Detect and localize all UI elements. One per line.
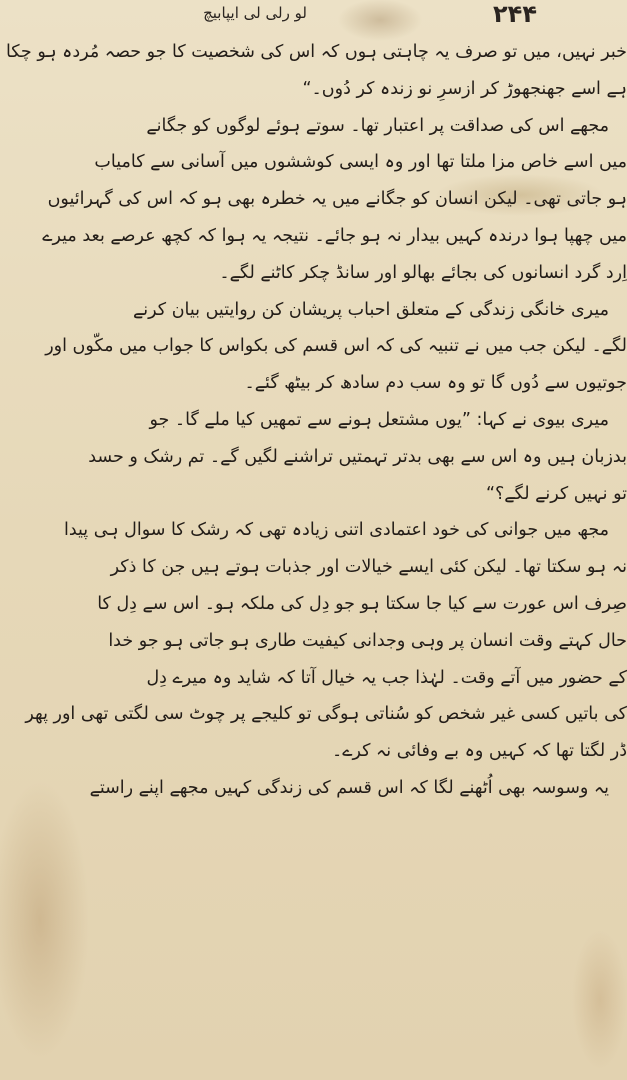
text-line: میری خانگی زندگی کے متعلق احباب پریشان کن روایتیں بیان کرنے xyxy=(133,299,609,320)
page-number: ۲۴۴ xyxy=(493,0,537,28)
body-text xyxy=(0,34,627,807)
text-line: لگے۔ لیکن جب میں نے تنبیہ کی کہ اس قسم کی بکواس کا جواب میں مکّوں اور xyxy=(45,336,627,357)
text-line: ڈر لگتا تھا کہ کہیں وہ بے وفائی نہ کرے۔ xyxy=(331,741,627,762)
page-header xyxy=(0,0,627,34)
text-line: اِرد گرد انسانوں کی بجائے بھالو اور سانڈ چکر کاٹنے لگے۔ xyxy=(219,262,627,283)
text-line: میری بیوی نے کہا: ”یوں مشتعل ہونے سے تمھیں کیا ملے گا۔ جو xyxy=(149,409,609,430)
text-line: کی باتیں کسی غیر شخص کو سُناتی ہوگی تو کلیجے پر چوٹ سی لگتی تھی اور پھر xyxy=(25,704,627,725)
text-line: ہے اسے جھنجھوڑ کر ازسرِ نو زندہ کر دُوں۔“ xyxy=(302,78,627,99)
text-line: حال کہتے وقت انسان پر وہی وجدانی کیفیت طاری ہو جاتی ہو جو خدا xyxy=(108,630,627,651)
text-line: نہ ہو سکتا تھا۔ لیکن کئی ایسے خیالات اور جذبات ہوتے ہیں جن کا ذکر xyxy=(110,557,627,578)
text-line: یہ وسوسہ بھی اُٹھنے لگا کہ اس قسم کی زندگی کہیں مجھے اپنے راستے xyxy=(89,777,609,798)
text-line: ہو جاتی تھی۔ لیکن انسان کو جگانے میں یہ خطرہ بھی ہو کہ اس کی گہرائیوں xyxy=(47,189,627,210)
text-line: میں اسے خاص مزا ملتا تھا اور وہ ایسی کوششوں میں آسانی سے کامیاب xyxy=(94,152,627,173)
text-line: کے حضور میں آتے وقت۔ لہٰذا جب یہ خیال آتا کہ شاید وہ میرے دِل xyxy=(146,667,627,688)
text-line: تو نہیں کرنے لگے؟“ xyxy=(485,483,627,504)
text-line: مجھے اس کی صداقت پر اعتبار تھا۔ سوتے ہوئے لوگوں کو جگانے xyxy=(146,115,609,136)
text-line: بدزبان ہیں وہ اس سے بھی بدتر تہمتیں تراشنے لگیں گے۔ تم رشک و حسد xyxy=(88,446,627,467)
text-line: مجھ میں جوانی کی خود اعتمادی اتنی زیادہ تھی کہ رشک کا سوال ہی پیدا xyxy=(63,520,609,541)
text-line: جوتیوں سے دُوں گا تو وہ سب دم سادھ کر بیٹھ گئے۔ xyxy=(244,373,627,394)
text-line: صِرف اس عورت سے کیا جا سکتا ہو جو دِل کی ملکہ ہو۔ اس سے دِل کا xyxy=(97,593,627,614)
text-line: میں چھپا ہوا درندہ کہیں بیدار نہ ہو جائے۔ نتیجہ یہ ہوا کہ کچھ عرصے بعد میرے xyxy=(42,225,627,246)
running-title: لو رلی لی ایپابیچ xyxy=(203,4,307,22)
text-line: خبر نہیں، میں تو صرف یہ چاہتی ہوں کہ اس کی شخصیت کا جو حصہ مُردہ ہو چکا xyxy=(5,42,627,62)
